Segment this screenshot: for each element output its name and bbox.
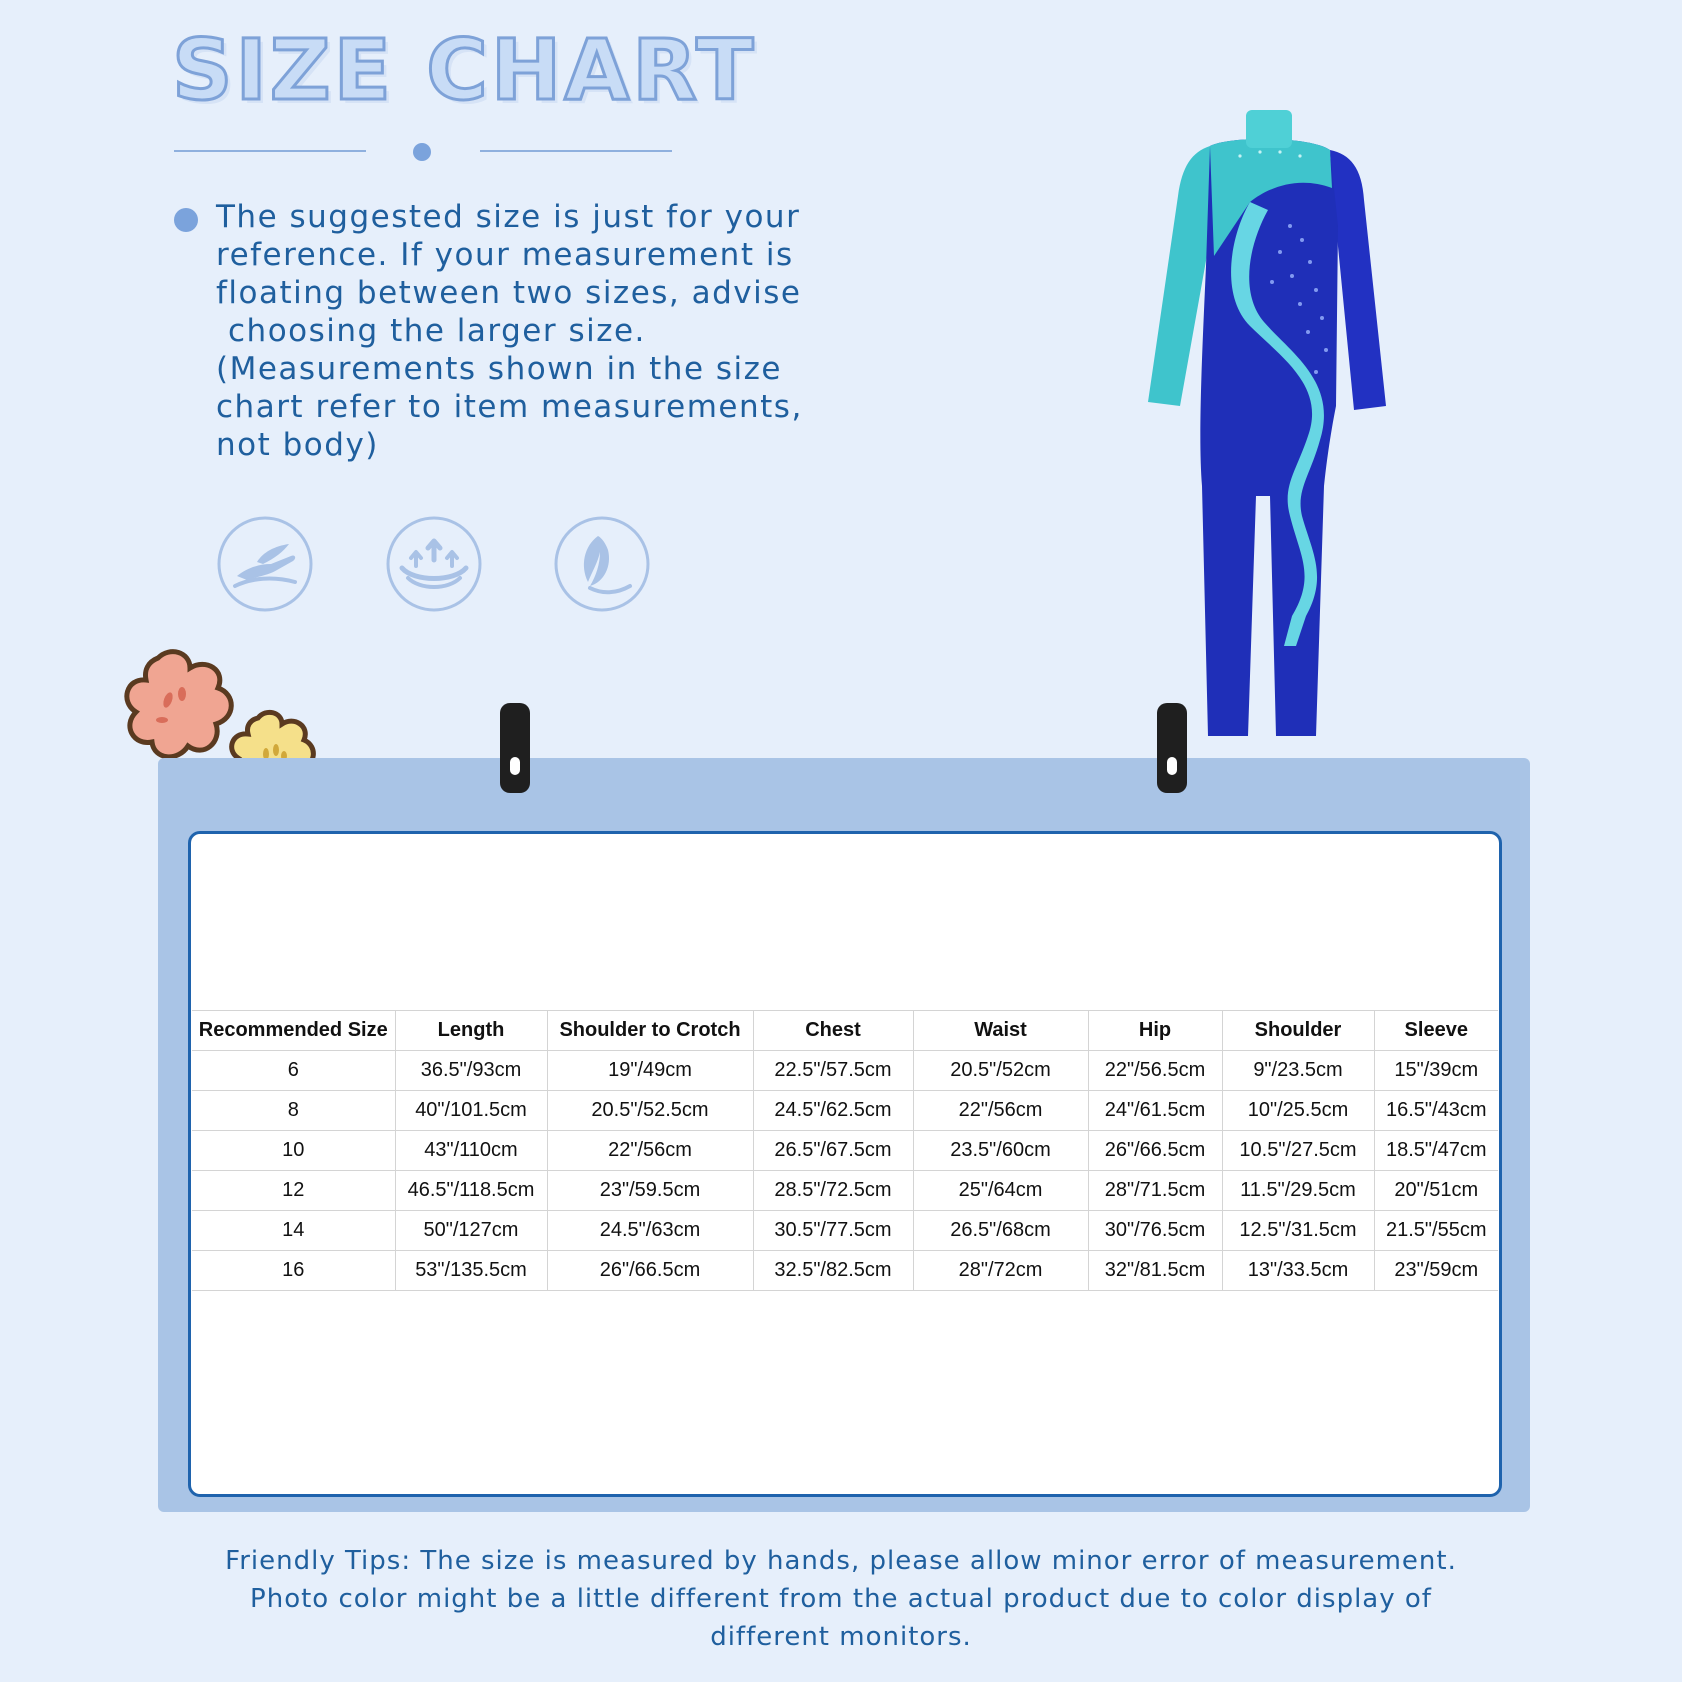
table-cell: 53"/135.5cm [395,1251,547,1291]
size-table-sheet [188,831,1502,1497]
size-advice-note [216,198,896,464]
table-cell: 28.5"/72.5cm [753,1171,913,1211]
table-cell: 30"/76.5cm [1088,1211,1222,1251]
column-header: Length [395,1011,547,1051]
table-cell: 10 [192,1131,395,1171]
table-row [192,1051,1498,1091]
table-cell: 9"/23.5cm [1222,1051,1374,1091]
table-cell: 10.5"/27.5cm [1222,1131,1374,1171]
note-line: (Measurements shown in the size [216,351,782,387]
size-chart-table [192,1010,1498,1291]
table-cell: 26"/66.5cm [1088,1131,1222,1171]
unitard-product-image [1140,106,1400,736]
table-cell: 16 [192,1251,395,1291]
stretch-arrows-icon [386,516,482,612]
table-cell: 13"/33.5cm [1222,1251,1374,1291]
table-header-row [192,1011,1498,1051]
table-cell: 15"/39cm [1374,1051,1498,1091]
table-cell: 23"/59cm [1374,1251,1498,1291]
table-cell: 8 [192,1091,395,1131]
tips-line: Photo color might be a little different from the actual product due to color display of [250,1584,1432,1614]
table-cell: 24.5"/63cm [547,1211,753,1251]
column-header: Waist [913,1011,1088,1051]
soft-hand-icon [217,516,313,612]
table-cell: 24.5"/62.5cm [753,1091,913,1131]
table-row [192,1211,1498,1251]
table-row [192,1171,1498,1211]
table-cell: 20.5"/52.5cm [547,1091,753,1131]
tips-line: different monitors. [710,1622,972,1652]
table-cell: 12.5"/31.5cm [1222,1211,1374,1251]
friendly-tips [120,1542,1562,1656]
column-header: Shoulder to Crotch [547,1011,753,1051]
note-line: floating between two sizes, advise [216,275,802,311]
table-cell: 26.5"/67.5cm [753,1131,913,1171]
column-header: Chest [753,1011,913,1051]
title-divider-dot [413,143,431,161]
note-line: chart refer to item measurements, [216,389,803,425]
table-cell: 24"/61.5cm [1088,1091,1222,1131]
table-cell: 30.5"/77.5cm [753,1211,913,1251]
note-line: The suggested size is just for your [216,199,801,235]
table-cell: 23.5"/60cm [913,1131,1088,1171]
table-cell: 16.5"/43cm [1374,1091,1498,1131]
table-cell: 21.5"/55cm [1374,1211,1498,1251]
lightweight-feather-icon [554,516,650,612]
column-header: Shoulder [1222,1011,1374,1051]
title-divider-left [174,150,366,152]
table-cell: 50"/127cm [395,1211,547,1251]
table-cell: 22"/56cm [547,1131,753,1171]
table-cell: 25"/64cm [913,1171,1088,1211]
pink-flower-decoration [118,646,240,764]
tips-line: Friendly Tips: The size is measured by hands, please allow minor error of measurement. [225,1546,1457,1576]
table-cell: 14 [192,1211,395,1251]
table-cell: 10"/25.5cm [1222,1091,1374,1131]
table-row [192,1251,1498,1291]
note-line: not body) [216,427,379,463]
table-cell: 26.5"/68cm [913,1211,1088,1251]
table-cell: 6 [192,1051,395,1091]
table-cell: 12 [192,1171,395,1211]
column-header: Recommended Size [192,1011,395,1051]
table-row [192,1091,1498,1131]
binder-clip-left [500,703,530,793]
table-cell: 20"/51cm [1374,1171,1498,1211]
table-cell: 28"/72cm [913,1251,1088,1291]
table-cell: 26"/66.5cm [547,1251,753,1291]
note-line: choosing the larger size. [228,313,646,349]
note-bullet [174,208,198,232]
table-cell: 43"/110cm [395,1131,547,1171]
table-cell: 22"/56cm [913,1091,1088,1131]
page-title: SIZE CHART [172,21,757,119]
table-row [192,1131,1498,1171]
column-header: Sleeve [1374,1011,1498,1051]
table-cell: 28"/71.5cm [1088,1171,1222,1211]
table-cell: 20.5"/52cm [913,1051,1088,1091]
table-cell: 40"/101.5cm [395,1091,547,1131]
table-cell: 36.5"/93cm [395,1051,547,1091]
table-cell: 46.5"/118.5cm [395,1171,547,1211]
table-cell: 22.5"/57.5cm [753,1051,913,1091]
column-header: Hip [1088,1011,1222,1051]
title-divider-right [480,150,672,152]
table-cell: 19"/49cm [547,1051,753,1091]
binder-clip-right [1157,703,1187,793]
table-cell: 23"/59.5cm [547,1171,753,1211]
table-cell: 32.5"/82.5cm [753,1251,913,1291]
table-cell: 22"/56.5cm [1088,1051,1222,1091]
note-line: reference. If your measurement is [216,237,794,273]
table-cell: 18.5"/47cm [1374,1131,1498,1171]
table-cell: 11.5"/29.5cm [1222,1171,1374,1211]
table-cell: 32"/81.5cm [1088,1251,1222,1291]
